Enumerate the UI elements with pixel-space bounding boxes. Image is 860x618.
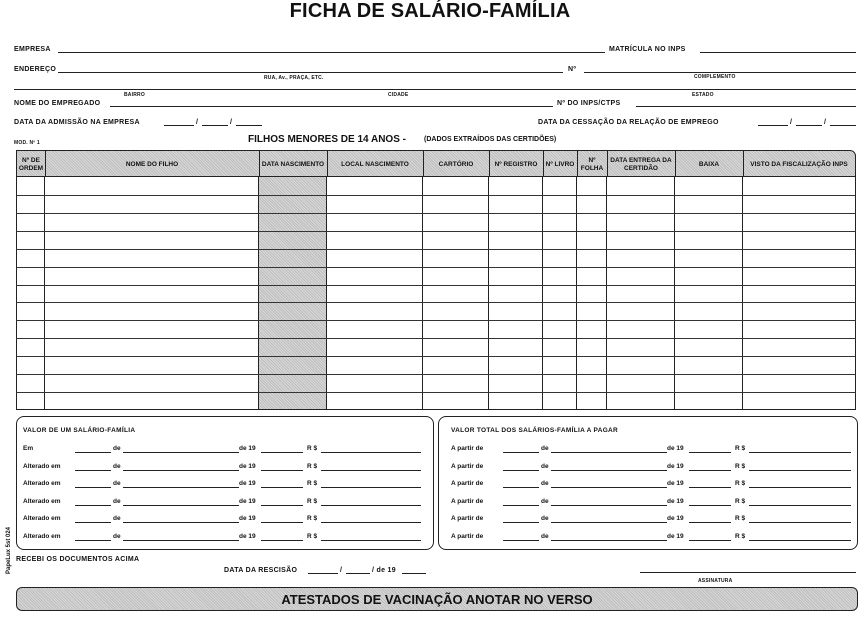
endereco-field[interactable] — [58, 72, 563, 73]
day-field[interactable] — [75, 540, 111, 541]
amount-field[interactable] — [321, 522, 421, 523]
section-title: FILHOS MENORES DE 14 ANOS - — [248, 134, 406, 145]
table-header — [16, 150, 856, 177]
year-field[interactable] — [689, 487, 731, 488]
amount-field[interactable] — [749, 470, 851, 471]
amount-field[interactable] — [749, 540, 851, 541]
de-label: de — [113, 532, 121, 540]
col-visto: VISTO DA FISCALIZAÇÃO INPS — [750, 160, 848, 168]
label-cessacao: DATA DA CESSAÇÃO DA RELAÇÃO DE EMPREGO — [538, 119, 719, 126]
day-field[interactable] — [503, 505, 539, 506]
day-field[interactable] — [503, 522, 539, 523]
table-row[interactable] — [16, 302, 856, 321]
col-livro: Nº LIVRO — [545, 160, 575, 168]
de-label: de — [113, 480, 121, 487]
de19-label: de 19 — [667, 462, 684, 470]
table-row[interactable] — [16, 249, 856, 268]
label-estado: ESTADO — [692, 92, 714, 98]
banner-text: ATESTADOS DE VACINAÇÃO ANOTAR NO VERSO — [281, 591, 593, 607]
rescisao-month[interactable] — [346, 573, 370, 574]
date-sep: / — [790, 119, 793, 126]
mod-number: MOD. Nº 1 — [14, 140, 40, 146]
col-baixa: BAIXA — [698, 160, 720, 168]
col-registro: Nº REGISTRO — [494, 160, 538, 168]
matricula-field[interactable] — [700, 52, 856, 53]
day-field[interactable] — [75, 487, 111, 488]
date-sep: / — [340, 567, 343, 574]
month-field[interactable] — [123, 487, 239, 488]
year-field[interactable] — [689, 540, 731, 541]
bairro-cidade-estado-field[interactable] — [14, 89, 856, 90]
de19-label: de 19 — [239, 480, 256, 487]
table-row[interactable] — [16, 267, 856, 286]
year-field[interactable] — [261, 540, 303, 541]
date-sep: / — [824, 119, 827, 126]
row-label: A partir de — [451, 515, 484, 522]
day-field[interactable] — [75, 470, 111, 471]
de-label: de — [541, 445, 549, 452]
vacinacao-banner — [16, 587, 858, 611]
amount-field[interactable] — [749, 452, 851, 453]
label-matricula: MATRÍCULA NO INPS — [609, 46, 686, 53]
de-label: de — [541, 515, 549, 522]
day-field[interactable] — [75, 452, 111, 453]
label-bairro: BAIRRO — [124, 92, 145, 98]
year-field[interactable] — [261, 522, 303, 523]
day-field[interactable] — [503, 487, 539, 488]
rs-label: R $ — [735, 462, 746, 470]
row-label: A partir de — [451, 462, 484, 470]
date-sep: / — [196, 119, 199, 126]
numero-field[interactable] — [584, 72, 856, 73]
de19-label: de 19 — [667, 445, 684, 452]
table-row[interactable] — [16, 338, 856, 357]
col-local-nascimento: LOCAL NASCIMENTO — [341, 160, 409, 168]
rs-label: R $ — [307, 515, 318, 522]
de19-label: de 19 — [239, 445, 256, 452]
de19-label: de 19 — [667, 497, 684, 505]
cessacao-year[interactable] — [830, 125, 856, 126]
row-label: A partir de — [451, 497, 484, 505]
month-field[interactable] — [551, 522, 667, 523]
rescisao-de19: / de 19 — [372, 567, 396, 574]
de-label: de — [541, 480, 549, 487]
de19-label: de 19 — [239, 515, 256, 522]
de19-label: de 19 — [239, 497, 256, 505]
amount-field[interactable] — [321, 540, 421, 541]
year-field[interactable] — [689, 505, 731, 506]
children-table — [16, 177, 856, 410]
month-field[interactable] — [551, 470, 667, 471]
rescisao-day[interactable] — [308, 573, 338, 574]
table-row[interactable] — [16, 213, 856, 232]
amount-field[interactable] — [321, 470, 421, 471]
rs-label: R $ — [307, 445, 318, 452]
year-field[interactable] — [689, 452, 731, 453]
form-title: FICHA DE SALÁRIO-FAMÍLIA — [289, 0, 571, 22]
date-sep: / — [230, 119, 233, 126]
rs-label: R $ — [735, 532, 746, 540]
valor-salario-panel — [16, 416, 434, 550]
label-rua-hint: RUA, Av., PRAÇA, ETC. — [264, 75, 324, 81]
year-field[interactable] — [689, 470, 731, 471]
year-field[interactable] — [261, 452, 303, 453]
year-field[interactable] — [261, 487, 303, 488]
de-label: de — [541, 497, 549, 505]
col-data-entrega: DATA ENTREGA DA CERTIDÃO — [610, 156, 672, 172]
amount-field[interactable] — [321, 452, 421, 453]
rescisao-label: DATA DA RESCISÃO — [224, 567, 298, 574]
label-admissao: DATA DA ADMISSÃO NA EMPRESA — [14, 119, 140, 126]
month-field[interactable] — [551, 452, 667, 453]
label-ctps: Nº DO INPS/CTPS — [557, 100, 621, 107]
rs-label: R $ — [735, 515, 746, 522]
rs-label: R $ — [307, 497, 318, 505]
label-nome-empregado: NOME DO EMPREGADO — [14, 100, 101, 107]
row-label: Alterado em — [23, 515, 61, 522]
table-row[interactable] — [16, 195, 856, 214]
admissao-year[interactable] — [236, 125, 262, 126]
table-row[interactable] — [16, 320, 856, 339]
de-label: de — [541, 462, 549, 470]
rs-label: R $ — [307, 532, 318, 540]
month-field[interactable] — [551, 540, 667, 541]
table-row[interactable] — [16, 356, 856, 375]
admissao-month[interactable] — [202, 125, 228, 126]
amount-field[interactable] — [749, 505, 851, 506]
row-label: Alterado em — [23, 532, 61, 540]
label-numero: Nº — [568, 66, 577, 73]
row-label: Alterado em — [23, 497, 61, 505]
day-field[interactable] — [503, 470, 539, 471]
day-field[interactable] — [503, 452, 539, 453]
month-field[interactable] — [123, 522, 239, 523]
de19-label: de 19 — [239, 532, 256, 540]
year-field[interactable] — [689, 522, 731, 523]
col-cartorio: CARTÓRIO — [438, 160, 474, 168]
de-label: de — [113, 515, 121, 522]
label-endereco: ENDEREÇO — [14, 66, 57, 73]
day-field[interactable] — [75, 505, 111, 506]
label-empresa: EMPRESA — [14, 46, 51, 53]
col-ordem: Nº DE ORDEM — [18, 156, 44, 172]
rs-label: R $ — [307, 462, 318, 470]
side-code: PapeLux 5st 024 — [6, 526, 12, 574]
panel-left-title: VALOR DE UM SALÁRIO-FAMÍLIA — [23, 427, 136, 434]
table-row[interactable] — [16, 177, 856, 195]
year-field[interactable] — [261, 470, 303, 471]
row-label: A partir de — [451, 532, 484, 540]
row-label: Alterado em — [23, 480, 61, 487]
month-field[interactable] — [123, 540, 239, 541]
table-row[interactable] — [16, 285, 856, 304]
row-label: Alterado em — [23, 462, 61, 470]
table-row[interactable] — [16, 392, 856, 411]
recebi-label: RECEBI OS DOCUMENTOS ACIMA — [16, 556, 140, 563]
rs-label: R $ — [735, 445, 746, 452]
amount-field[interactable] — [749, 522, 851, 523]
de-label: de — [541, 532, 549, 540]
de19-label: de 19 — [667, 532, 684, 540]
label-complemento: COMPLEMENTO — [694, 74, 736, 80]
assinatura-field[interactable] — [640, 572, 856, 573]
section-note: (DADOS EXTRAÍDOS DAS CERTIDÕES) — [424, 136, 557, 143]
nome-empregado-field[interactable] — [110, 106, 553, 107]
rescisao-year[interactable] — [402, 573, 426, 574]
de-label: de — [113, 462, 121, 470]
rs-label: R $ — [735, 480, 746, 487]
row-label: A partir de — [451, 480, 484, 487]
day-field[interactable] — [503, 540, 539, 541]
col-data-nascimento: DATA NASCIMENTO — [261, 160, 325, 168]
cessacao-month[interactable] — [796, 125, 822, 126]
panel-right-title: VALOR TOTAL DOS SALÁRIOS-FAMÍLIA A PAGAR — [451, 427, 619, 434]
row-label: A partir de — [451, 445, 484, 452]
rs-label: R $ — [307, 480, 318, 487]
amount-field[interactable] — [749, 487, 851, 488]
day-field[interactable] — [75, 522, 111, 523]
cessacao-day[interactable] — [758, 125, 788, 126]
table-row[interactable] — [16, 231, 856, 250]
de19-label: de 19 — [667, 480, 684, 487]
label-cidade: CIDADE — [388, 92, 409, 98]
empresa-field[interactable] — [58, 52, 605, 53]
valor-total-panel — [438, 416, 858, 550]
de-label: de — [113, 497, 121, 505]
admissao-day[interactable] — [164, 125, 194, 126]
month-field[interactable] — [551, 487, 667, 488]
de-label: de — [113, 445, 121, 452]
amount-field[interactable] — [321, 505, 421, 506]
table-row[interactable] — [16, 374, 856, 393]
row-label: Em — [23, 445, 34, 452]
amount-field[interactable] — [321, 487, 421, 488]
month-field[interactable] — [123, 452, 239, 453]
ctps-field[interactable] — [636, 106, 856, 107]
year-field[interactable] — [261, 505, 303, 506]
month-field[interactable] — [551, 505, 667, 506]
col-folha: Nº FOLHA — [580, 156, 604, 172]
de19-label: de 19 — [667, 515, 684, 522]
month-field[interactable] — [123, 505, 239, 506]
col-nome-filho: NOME DO FILHO — [125, 160, 179, 168]
assinatura-label: ASSINATURA — [698, 578, 733, 584]
de19-label: de 19 — [239, 462, 256, 470]
month-field[interactable] — [123, 470, 239, 471]
rs-label: R $ — [735, 497, 746, 505]
